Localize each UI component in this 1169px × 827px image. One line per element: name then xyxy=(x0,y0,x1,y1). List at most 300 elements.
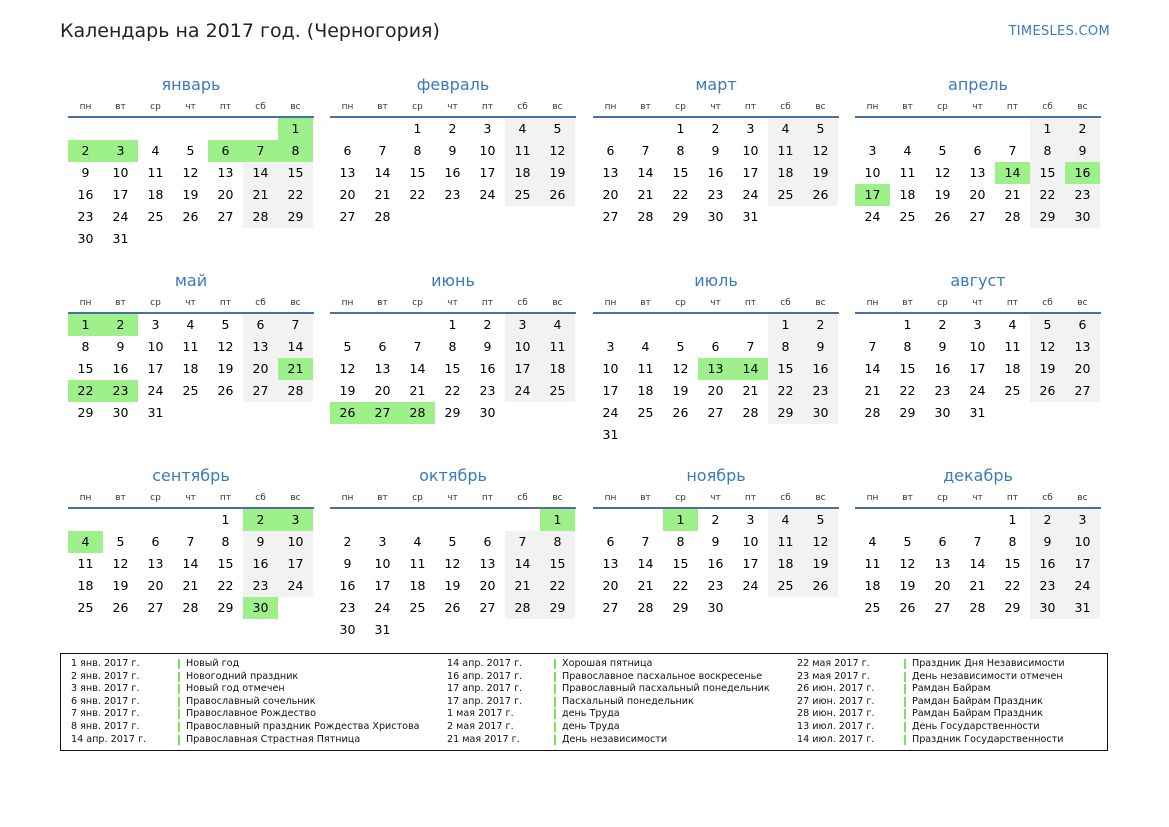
day-cell: 30 xyxy=(112,405,129,420)
weekday-label: вс xyxy=(290,102,301,112)
day-cell: 7 xyxy=(413,339,422,354)
weekday-label: пн xyxy=(341,493,354,503)
day-cell: 14 xyxy=(637,165,654,180)
day-cell: 31 xyxy=(147,405,164,420)
weekday-header xyxy=(855,487,1101,509)
day-cell: 19 xyxy=(339,383,356,398)
holiday-date: 14 апр. 2017 г. xyxy=(71,733,147,745)
week-row xyxy=(68,118,314,140)
day-cell: 22 xyxy=(409,187,426,202)
day-cell: 11 xyxy=(505,140,540,162)
day-cell: 23 xyxy=(77,209,94,224)
weekday-label: вт xyxy=(902,298,913,308)
legend-column xyxy=(797,658,1065,746)
day-cell: 29 xyxy=(278,206,313,228)
day-cell: 30 xyxy=(243,597,278,619)
day-cell: 5 xyxy=(1030,314,1065,336)
weekday-label: пт xyxy=(1006,102,1019,112)
day-cell: 11 xyxy=(768,140,803,162)
day-cell: 18 xyxy=(1004,361,1021,376)
day-cell: 6 xyxy=(606,534,615,549)
day-cell: 29 xyxy=(1004,600,1021,615)
empty-cell xyxy=(803,206,838,228)
holiday-name: Хорошая пятница xyxy=(562,658,653,669)
day-cell: 15 xyxy=(1030,162,1065,184)
empty-cell xyxy=(768,206,803,228)
day-cell: 27 xyxy=(217,209,234,224)
weekday-header xyxy=(68,292,314,314)
day-cell: 24 xyxy=(1065,575,1100,597)
day-cell: 17 xyxy=(602,383,619,398)
empty-cell xyxy=(103,118,138,140)
day-cell: 18 xyxy=(540,358,575,380)
week-row xyxy=(855,509,1101,531)
day-cell: 20 xyxy=(374,383,391,398)
holiday-date: 2 янв. 2017 г. xyxy=(71,670,140,682)
day-cell: 19 xyxy=(217,361,234,376)
day-cell: 6 xyxy=(938,534,947,549)
holiday-name: Праздник Дня Независимости xyxy=(912,658,1065,669)
day-cell: 4 xyxy=(768,509,803,531)
legend-row xyxy=(797,671,1065,684)
day-cell: 4 xyxy=(186,317,195,332)
weekday-label: чт xyxy=(710,298,721,308)
day-cell: 2 xyxy=(711,512,720,527)
empty-cell xyxy=(400,206,435,228)
day-cell: 14 xyxy=(637,556,654,571)
holiday-marker xyxy=(178,735,180,745)
day-cell: 7 xyxy=(243,140,278,162)
day-cell: 14 xyxy=(995,162,1030,184)
day-cell: 11 xyxy=(540,336,575,358)
empty-cell xyxy=(540,402,575,424)
holiday-name: Православный пасхальный понедельник xyxy=(562,683,770,695)
day-cell: 12 xyxy=(112,556,129,571)
day-cell: 20 xyxy=(1065,358,1100,380)
week-row xyxy=(330,140,576,162)
day-cell: 14 xyxy=(733,358,768,380)
day-cell: 13 xyxy=(1065,336,1100,358)
legend-row xyxy=(797,658,1065,671)
empty-cell xyxy=(733,424,768,446)
day-cell: 12 xyxy=(444,556,461,571)
week-row xyxy=(330,314,576,336)
empty-cell xyxy=(470,509,505,531)
weekday-label: вс xyxy=(552,102,563,112)
holiday-name: день Труда xyxy=(562,708,620,720)
weekday-label: ср xyxy=(937,298,948,308)
day-cell: 13 xyxy=(602,556,619,571)
day-cell: 10 xyxy=(112,165,129,180)
day-cell: 25 xyxy=(768,184,803,206)
empty-cell xyxy=(890,118,925,140)
week-row xyxy=(68,314,314,336)
day-cell: 1 xyxy=(676,121,685,136)
holiday-date: 3 янв. 2017 г. xyxy=(71,683,140,695)
empty-cell xyxy=(628,424,663,446)
day-cell: 21 xyxy=(182,578,199,593)
day-cell: 16 xyxy=(77,187,94,202)
weekday-label: пт xyxy=(481,493,494,503)
day-cell: 21 xyxy=(374,187,391,202)
day-cell: 26 xyxy=(899,600,916,615)
week-row xyxy=(855,336,1101,358)
weekday-label: пн xyxy=(604,493,617,503)
day-cell: 20 xyxy=(602,187,619,202)
week-row xyxy=(68,206,314,228)
weekday-label: ср xyxy=(412,298,423,308)
day-cell: 4 xyxy=(641,339,650,354)
empty-cell xyxy=(138,509,173,531)
day-cell: 23 xyxy=(1065,184,1100,206)
month-4 xyxy=(855,74,1101,228)
holiday-name: Новый год xyxy=(186,658,240,669)
weekday-label: сб xyxy=(1042,493,1053,503)
week-row xyxy=(855,553,1101,575)
day-cell: 7 xyxy=(278,314,313,336)
holiday-date: 1 янв. 2017 г. xyxy=(71,658,140,669)
holiday-marker xyxy=(904,722,906,732)
month-days xyxy=(593,118,839,228)
day-cell: 29 xyxy=(217,600,234,615)
weekday-label: ср xyxy=(937,493,948,503)
weekday-label: вт xyxy=(377,493,388,503)
month-days xyxy=(68,314,314,424)
weekday-label: чт xyxy=(972,298,983,308)
day-cell: 7 xyxy=(641,143,650,158)
day-cell: 29 xyxy=(899,405,916,420)
empty-cell xyxy=(803,424,838,446)
day-cell: 13 xyxy=(243,336,278,358)
holiday-marker xyxy=(904,684,906,694)
month-days xyxy=(855,118,1101,228)
weekday-label: вс xyxy=(290,493,301,503)
day-cell: 21 xyxy=(637,187,654,202)
week-row xyxy=(330,184,576,206)
week-row xyxy=(330,553,576,575)
day-cell: 26 xyxy=(444,600,461,615)
legend-column xyxy=(447,658,770,746)
day-cell: 4 xyxy=(68,531,103,553)
day-cell: 12 xyxy=(217,339,234,354)
day-cell: 24 xyxy=(505,380,540,402)
day-cell: 18 xyxy=(899,187,916,202)
day-cell: 24 xyxy=(147,383,164,398)
weekday-header xyxy=(330,96,576,118)
week-row xyxy=(68,597,314,619)
weekday-label: пн xyxy=(866,493,879,503)
holiday-marker xyxy=(178,697,180,707)
month-name: декабрь xyxy=(943,466,1013,485)
day-cell: 7 xyxy=(505,531,540,553)
empty-cell xyxy=(1030,402,1065,424)
day-cell: 6 xyxy=(243,314,278,336)
empty-cell xyxy=(138,118,173,140)
day-cell: 24 xyxy=(742,578,759,593)
day-cell: 18 xyxy=(505,162,540,184)
day-cell: 10 xyxy=(374,556,391,571)
week-row xyxy=(593,314,839,336)
day-cell: 15 xyxy=(540,553,575,575)
month-3 xyxy=(593,74,839,228)
day-cell: 4 xyxy=(868,534,877,549)
day-cell: 28 xyxy=(278,380,313,402)
day-cell: 30 xyxy=(707,600,724,615)
holiday-marker xyxy=(554,709,556,719)
day-cell: 1 xyxy=(768,314,803,336)
day-cell: 2 xyxy=(448,121,457,136)
day-cell: 21 xyxy=(969,578,986,593)
day-cell: 29 xyxy=(540,597,575,619)
empty-cell xyxy=(103,509,138,531)
empty-cell xyxy=(540,206,575,228)
day-cell: 1 xyxy=(1030,118,1065,140)
empty-cell xyxy=(768,597,803,619)
day-cell: 11 xyxy=(864,556,881,571)
empty-cell xyxy=(365,118,400,140)
day-cell: 26 xyxy=(540,184,575,206)
month-days xyxy=(593,509,839,619)
empty-cell xyxy=(628,509,663,531)
empty-cell xyxy=(855,314,890,336)
day-cell: 24 xyxy=(112,209,129,224)
weekday-label: чт xyxy=(447,493,458,503)
day-cell: 12 xyxy=(934,165,951,180)
week-row xyxy=(68,358,314,380)
day-cell: 6 xyxy=(151,534,160,549)
holiday-marker xyxy=(554,722,556,732)
day-cell: 27 xyxy=(707,405,724,420)
weekday-label: чт xyxy=(185,493,196,503)
day-cell: 23 xyxy=(707,578,724,593)
day-cell: 12 xyxy=(672,361,689,376)
week-row xyxy=(68,531,314,553)
weekday-label: вс xyxy=(290,298,301,308)
weekday-label: ср xyxy=(412,493,423,503)
day-cell: 1 xyxy=(903,317,912,332)
weekday-label: пт xyxy=(1006,298,1019,308)
day-cell: 15 xyxy=(672,556,689,571)
empty-cell xyxy=(628,118,663,140)
day-cell: 26 xyxy=(112,600,129,615)
weekday-label: вт xyxy=(115,298,126,308)
holiday-name: Праздник Государственности xyxy=(912,733,1064,745)
month-days xyxy=(593,314,839,446)
empty-cell xyxy=(243,228,278,250)
day-cell: 13 xyxy=(934,556,951,571)
day-cell: 27 xyxy=(479,600,496,615)
empty-cell xyxy=(540,619,575,641)
weekday-label: сб xyxy=(517,298,528,308)
day-cell: 25 xyxy=(409,600,426,615)
day-cell: 19 xyxy=(540,162,575,184)
day-cell: 26 xyxy=(217,383,234,398)
day-cell: 8 xyxy=(540,531,575,553)
day-cell: 28 xyxy=(969,600,986,615)
day-cell: 27 xyxy=(365,402,400,424)
day-cell: 9 xyxy=(1065,140,1100,162)
day-cell: 14 xyxy=(243,162,278,184)
day-cell: 18 xyxy=(147,187,164,202)
day-cell: 5 xyxy=(343,339,352,354)
day-cell: 25 xyxy=(1004,383,1021,398)
day-cell: 30 xyxy=(707,209,724,224)
day-cell: 24 xyxy=(864,209,881,224)
empty-cell xyxy=(505,619,540,641)
day-cell: 3 xyxy=(1065,509,1100,531)
day-cell: 2 xyxy=(1030,509,1065,531)
holiday-date: 8 янв. 2017 г. xyxy=(71,720,140,732)
day-cell: 9 xyxy=(483,339,492,354)
day-cell: 19 xyxy=(1030,358,1065,380)
day-cell: 8 xyxy=(768,336,803,358)
day-cell: 24 xyxy=(969,383,986,398)
empty-cell xyxy=(593,314,628,336)
day-cell: 8 xyxy=(1008,534,1017,549)
day-cell: 21 xyxy=(243,184,278,206)
holiday-name: Православный праздник Рождества Христова xyxy=(186,720,420,732)
weekday-label: пт xyxy=(219,298,232,308)
day-cell: 12 xyxy=(182,165,199,180)
day-cell: 28 xyxy=(864,405,881,420)
empty-cell xyxy=(400,314,435,336)
day-cell: 2 xyxy=(803,314,838,336)
day-cell: 16 xyxy=(444,165,461,180)
day-cell: 16 xyxy=(112,361,129,376)
month-days xyxy=(330,118,576,228)
day-cell: 10 xyxy=(742,143,759,158)
weekday-label: чт xyxy=(710,102,721,112)
day-cell: 13 xyxy=(217,165,234,180)
holiday-date: 17 апр. 2017 г. xyxy=(447,695,523,707)
day-cell: 27 xyxy=(969,209,986,224)
weekday-label: пт xyxy=(1006,493,1019,503)
day-cell: 15 xyxy=(409,165,426,180)
month-name: апрель xyxy=(948,75,1008,94)
holiday-date: 1 мая 2017 г. xyxy=(447,708,514,720)
day-cell: 6 xyxy=(606,143,615,158)
day-cell: 25 xyxy=(77,600,94,615)
empty-cell xyxy=(925,509,960,531)
week-row xyxy=(855,531,1101,553)
day-cell: 3 xyxy=(278,509,313,531)
holiday-date: 26 июн. 2017 г. xyxy=(797,683,875,695)
month-name: август xyxy=(950,271,1006,290)
week-row xyxy=(593,380,839,402)
day-cell: 15 xyxy=(899,361,916,376)
month-5 xyxy=(68,270,314,424)
day-cell: 8 xyxy=(448,339,457,354)
day-cell: 19 xyxy=(934,187,951,202)
legend-row xyxy=(447,671,770,684)
weekday-label: ср xyxy=(150,298,161,308)
legend-row xyxy=(447,696,770,709)
legend-column xyxy=(71,658,420,746)
empty-cell xyxy=(733,597,768,619)
holiday-marker xyxy=(904,735,906,745)
week-row xyxy=(330,206,576,228)
month-days xyxy=(68,509,314,619)
day-cell: 22 xyxy=(540,575,575,597)
weekday-header xyxy=(593,487,839,509)
day-cell: 15 xyxy=(77,361,94,376)
day-cell: 28 xyxy=(243,206,278,228)
month-days xyxy=(855,314,1101,424)
day-cell: 26 xyxy=(672,405,689,420)
empty-cell xyxy=(925,118,960,140)
day-cell: 13 xyxy=(374,361,391,376)
weekday-label: ср xyxy=(150,493,161,503)
day-cell: 24 xyxy=(602,405,619,420)
day-cell: 3 xyxy=(151,317,160,332)
day-cell: 21 xyxy=(505,575,540,597)
weekday-label: сб xyxy=(517,493,528,503)
day-cell: 9 xyxy=(81,165,90,180)
day-cell: 20 xyxy=(217,187,234,202)
day-cell: 1 xyxy=(1008,512,1017,527)
day-cell: 1 xyxy=(413,121,422,136)
day-cell: 12 xyxy=(803,531,838,553)
day-cell: 3 xyxy=(505,314,540,336)
day-cell: 9 xyxy=(343,556,352,571)
day-cell: 6 xyxy=(973,143,982,158)
weekday-label: вс xyxy=(1077,493,1088,503)
weekday-label: чт xyxy=(972,102,983,112)
day-cell: 28 xyxy=(1004,209,1021,224)
day-cell: 22 xyxy=(899,383,916,398)
day-cell: 3 xyxy=(746,512,755,527)
day-cell: 8 xyxy=(413,143,422,158)
day-cell: 20 xyxy=(243,358,278,380)
weekday-label: вс xyxy=(815,298,826,308)
month-name: сентябрь xyxy=(152,466,230,485)
day-cell: 5 xyxy=(116,534,125,549)
day-cell: 14 xyxy=(374,165,391,180)
day-cell: 22 xyxy=(68,380,103,402)
day-cell: 19 xyxy=(112,578,129,593)
empty-cell xyxy=(278,402,313,424)
day-cell: 2 xyxy=(1065,118,1100,140)
day-cell: 18 xyxy=(77,578,94,593)
day-cell: 9 xyxy=(711,534,720,549)
holiday-date: 23 мая 2017 г. xyxy=(797,670,870,682)
day-cell: 21 xyxy=(278,358,313,380)
day-cell: 9 xyxy=(1030,531,1065,553)
weekday-label: сб xyxy=(780,298,791,308)
week-row xyxy=(330,402,576,424)
weekday-label: ср xyxy=(150,102,161,112)
day-cell: 29 xyxy=(768,402,803,424)
month-11 xyxy=(593,465,839,619)
month-6 xyxy=(330,270,576,424)
day-cell: 23 xyxy=(803,380,838,402)
day-cell: 7 xyxy=(641,534,650,549)
weekday-label: пн xyxy=(604,102,617,112)
day-cell: 12 xyxy=(1030,336,1065,358)
month-name: ноябрь xyxy=(686,466,746,485)
week-row xyxy=(855,597,1101,619)
day-cell: 18 xyxy=(182,361,199,376)
day-cell: 27 xyxy=(339,209,356,224)
legend-row xyxy=(447,658,770,671)
site-link[interactable]: TIMESLES.COM xyxy=(1008,24,1110,39)
day-cell: 5 xyxy=(803,509,838,531)
day-cell: 22 xyxy=(1004,578,1021,593)
day-cell: 1 xyxy=(68,314,103,336)
day-cell: 15 xyxy=(672,165,689,180)
holiday-name: День Государственности xyxy=(912,720,1040,732)
day-cell: 3 xyxy=(868,143,877,158)
